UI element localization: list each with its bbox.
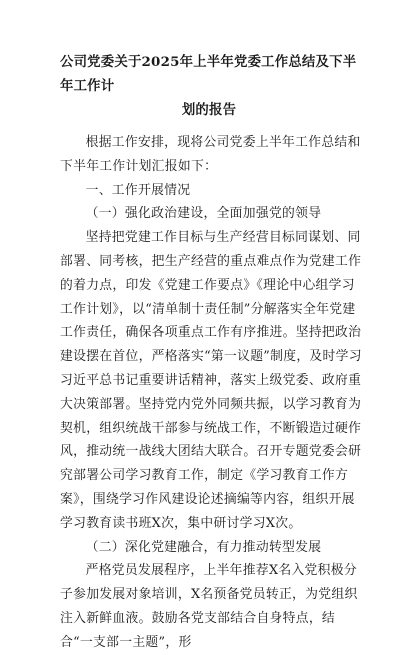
- body-paragraph-2: 严格党员发展程序，上半年推荐X名入党积极分子参加发展对象培训，X名预备党员转正，为党组织注入新鲜血液。鼓励各党支部结合自身特点，结合“一支部一主题”，形: [60, 563, 358, 650]
- intro-paragraph: 根据工作安排，现将公司党委上半年工作总结和下半年工作计划汇报如下：: [60, 135, 361, 174]
- title-line-1: 公司党委关于2025年上半年党委工作总结及下半年工作计: [60, 54, 357, 94]
- document-title: [60, 50, 366, 122]
- section-heading-1: 一、工作开展情况: [85, 182, 191, 198]
- document-body: [60, 131, 366, 655]
- subsection-heading-2: （二）深化党建融合，有力推动转型发展: [85, 539, 322, 555]
- subsection-heading-1: （一）强化政治建设，全面加强党的领导: [85, 206, 322, 222]
- body-paragraph-1: 坚持把党建工作目标与生产经营目标同谋划、同部署、同考核，把生产经营的重点难点作为党建工作的着力点，印发《党建工作要点》《理论中心组学习工作计划》，以“清单制十责任制”分解落实全年党建工作责任，确保各项重点工作有序推进。坚持把政治建设摆在首位，严格落实“第一议题”制度，及时学习习近平总书记重要讲话精神，落实上级党委、政府重大决策部署。坚持党内党外同频共振，以学习教育为契机，组织统战干部参与统战工作，不断锻造过硬作风，推动统一战线大团结大联合。召开专题党委会研究部署公司学习教育工作，制定《学习教育工作方案》，围绕学习作风建设论述摘编等内容，组织开展学习教育读书班X次，集中研讨学习X次。: [60, 230, 362, 531]
- title-line-2: 划的报告: [181, 102, 237, 118]
